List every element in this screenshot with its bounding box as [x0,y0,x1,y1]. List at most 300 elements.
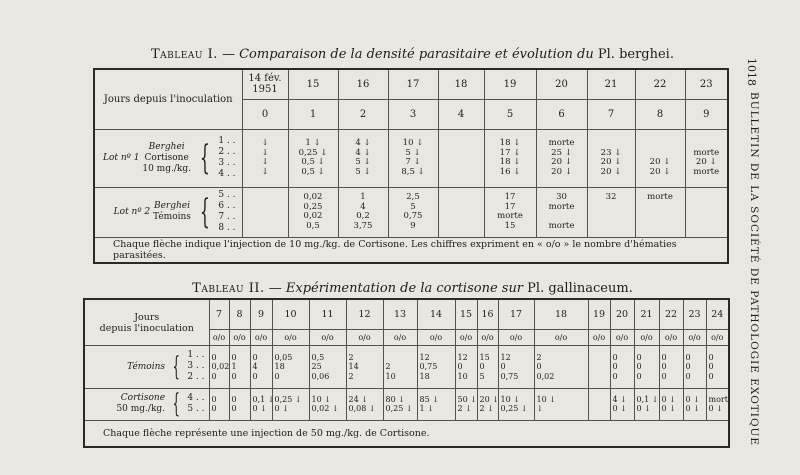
lot2-day-cell [536,187,587,237]
cell-value [439,168,484,178]
table2-row-header-line1: Jours [134,311,160,323]
table1-lot2-row [94,187,728,237]
cortisone-day-cell [383,388,417,420]
mouse-number: 3 . . [218,158,236,168]
lot1-day-cell [484,129,536,187]
cortisone-day-cell [229,388,250,420]
unit-cell: o/o [534,329,588,345]
unit-cell: o/o [309,329,346,345]
table2-day-header: 24 [706,299,729,329]
lot1-day-cell [388,129,438,187]
lot1-day-cell [536,129,587,187]
cell-value [588,222,635,232]
lot1-name: Lot nº 1 [102,152,140,163]
cell-value [636,222,685,232]
cell-value: 0 [612,352,618,362]
temoins-day-cell [659,346,683,389]
cell-value [591,362,610,372]
cell-value: 0 ↓ [661,404,676,414]
cell-value: 18 ↓ [499,157,521,167]
cell-value: 0,25 [303,201,323,212]
table2-day-header: 18 [534,299,588,329]
table1-day-header: 18 [438,69,484,99]
cell-value: 23 ↓ [600,147,622,158]
temoins-day-cell [683,346,706,389]
cell-value: 0 [479,362,485,372]
unit-cell: o/o [455,329,477,345]
cortisone-day-cell [477,388,498,420]
cell-value: 0 [536,362,542,372]
table1-day-header: 16 [338,69,388,99]
table2-day-header: 12 [346,299,383,329]
table1-day-index: 8 [635,99,685,129]
table2-day-header: 20 [610,299,634,329]
cell-value: ↓ [261,166,269,177]
table1-day-index: 3 [388,99,438,129]
cell-value: 0 [231,394,237,404]
brace: { [199,192,210,232]
lot2-day-cell [338,187,388,237]
table1-note-row [94,237,728,263]
cortisone-day-cell [417,388,455,420]
cell-value: ↓ [536,404,544,414]
cortisone-day-cell [455,388,477,420]
cell-value: 0,1 ↓ [636,394,659,404]
cell-value: 2 ↓ [457,404,472,414]
cell-value: 0 [500,362,506,372]
brace: { [172,389,180,420]
cell-value: 0 ↓ [661,394,676,404]
lot2-day-cell [635,187,685,237]
cell-value: 14 [348,362,359,372]
cell-value [439,222,484,232]
cell-value: 25 ↓ [551,147,572,158]
table2-label: Tableau II. [192,281,265,296]
mouse-number: 7 . . [218,212,236,222]
table2-day-header: 21 [634,299,659,329]
table1-day-header: 21 [587,69,635,99]
cell-value: 0 [231,352,237,362]
page-number: 1018 [745,58,758,86]
table1-day-index: 4 [438,99,484,129]
cell-value [686,222,728,232]
table2-day-header: 17 [498,299,534,329]
cell-value: 10 [457,371,468,381]
temoins-label [84,346,209,389]
cortisone-day-cell [309,388,346,420]
mouse-number: 5 . . [218,190,236,200]
cell-value: 5 ↓ [405,147,421,158]
mouse-number: 1 . . [218,136,236,146]
table2-row-header-line2: depuis l'inoculation [99,322,194,334]
table2-day-header: 8 [229,299,250,329]
cell-value: 0,5 ↓ [301,166,325,177]
table1-day-header: 22 [635,69,685,99]
bird-number: 1 . . [187,350,205,361]
table1-label: Tableau I. [151,47,218,62]
table1-species: berghei. [614,47,674,62]
cell-value: 8,5 ↓ [401,166,425,177]
unit-cell: o/o [634,329,659,345]
cell-value: 4 [252,362,258,372]
cell-value: 0 [685,371,691,381]
cell-value: ↓ [261,138,269,148]
table1-lot1-row [94,129,728,187]
cell-value: 1 ↓ [305,138,321,148]
table2-day-header: 23 [683,299,706,329]
lot2-day-cell [438,187,484,237]
lot1-species: Berghei [148,141,185,152]
cell-value: 0,06 [311,371,330,381]
table1-day-header: 23 [685,69,728,99]
cell-value: 2 [348,352,354,362]
cell-value: 4 ↓ [612,394,627,404]
lot1-treatment: Cortisone [144,152,189,163]
temoins-day-cell [498,346,534,389]
cell-value: 30 [556,192,567,202]
cell-value: 0,75 [500,371,519,381]
table2-day-header: 10 [272,299,309,329]
unit-cell: o/o [683,329,706,345]
table2-day-header: 9 [250,299,272,329]
lot2-day-cell [242,187,288,237]
temoins-day-cell [346,346,383,389]
cell-value: 5 ↓ [355,157,371,167]
cell-value: 0 ↓ [636,404,651,414]
temoins-day-cell [250,346,272,389]
cell-value: morte [693,147,720,158]
unit-cell: o/o [229,329,250,345]
cell-value: 0 [636,362,642,372]
cell-value: 50 ↓ [457,394,477,404]
cell-value: 25 [311,362,322,372]
table1-title [95,47,730,62]
table1-day-header: 19 [484,69,536,99]
title-dash: — [217,47,240,62]
cortisone-day-cell [498,388,534,420]
cell-value: 20 ↓ [649,166,671,177]
table2-genus: Pl. [527,281,545,296]
table2-note: Chaque flèche représente une injection de 50 mg./kg. de Cortisone. [84,421,729,447]
cell-value: 0 [612,362,618,372]
cell-value: 15 [479,352,490,362]
cell-value [386,353,417,363]
cell-value: 18 [274,362,285,372]
cell-value: 1 [360,192,366,202]
table2-day-header: 7 [209,299,229,329]
cell-value: 17 ↓ [499,147,521,158]
cell-value: 0,02 [536,371,555,381]
cell-value [591,353,610,363]
unit-cell: o/o [209,329,229,345]
temoins-day-cell [383,346,417,389]
table2-day-header: 22 [659,299,683,329]
lot1-day-cell [438,129,484,187]
lot1-dose: 10 mg./kg. [142,163,191,174]
cell-value: 0 ↓ [274,404,289,414]
cell-value: 1 ↓ [419,404,434,414]
cell-value: 3,75 [353,220,373,231]
unit-cell: o/o [610,329,634,345]
cell-value: 2 [385,362,391,372]
brace: { [199,138,210,178]
table1-caption: Comparaison de la densité parasitaire et évolution du [239,47,598,62]
cell-value: 2 [536,352,542,362]
cell-value: 0 [457,362,463,372]
table1-day-index: 2 [338,99,388,129]
running-head: BULLETIN DE LA SOCIÉTÉ DE PATHOLOGIE EXOTIQUE [748,92,760,447]
cell-value: 17 [504,192,516,202]
cell-value: 0 [636,371,642,381]
lot1-day-cell [685,129,728,187]
temoins-day-cell [272,346,309,389]
cortisone-name: Cortisone [120,393,166,404]
lot2-day-cell [484,187,536,237]
temoins-day-cell [588,346,610,389]
cell-value: morte [548,220,575,231]
unit-cell: o/o [588,329,610,345]
cell-value: 0 ↓ [612,404,627,414]
cell-value: 0 [231,404,237,414]
temoins-day-cell [610,346,634,389]
cell-value: 0 ↓ [685,404,700,414]
cell-value: 2 ↓ [479,404,494,414]
unit-cell: o/o [250,329,272,345]
cortisone-day-cell [209,388,229,420]
unit-cell: o/o [272,329,309,345]
cell-value: 0,5 ↓ [301,157,325,167]
cell-value: 20 ↓ [479,394,499,404]
table1-day-index: 6 [536,99,587,129]
cell-value: 5 [410,201,416,212]
cell-value: 0 [211,404,217,414]
unit-cell: o/o [706,329,729,345]
cell-value [243,222,288,232]
cell-value: 0,02 [303,192,323,202]
cell-value: 0 ↓ [252,404,267,414]
temoins-day-cell [706,346,729,389]
cell-value: 9 [410,220,416,231]
cell-value: 4 ↓ [355,147,371,158]
cell-value: 10 ↓ [311,394,331,404]
cell-value: 12 [457,352,468,362]
cell-value: 0 [231,371,237,381]
cell-value: 0 [685,362,691,372]
lot1-label [94,129,242,187]
table1-days-row [94,69,728,99]
cell-value: 0,5 [311,352,325,362]
cell-value: morte [548,138,575,148]
table1-note: Chaque flèche indique l'injection de 10 mg./kg. de Cortisone. Les chiffres expriment en « o/o » le nombre d'hématies parasitées. [94,237,728,263]
table2-day-header: 19 [588,299,610,329]
table2-temoins-row [84,346,729,389]
cell-value: 4 [360,201,366,212]
table2-day-header: 14 [417,299,455,329]
bird-number: 5 . . [187,404,205,415]
cell-value: mort [708,394,728,404]
cell-value: 0 ↓ [685,394,700,404]
table1-day-index: 7 [587,99,635,129]
cell-value: 0,02 ↓ [311,404,339,414]
table1-day-index: 0 [242,99,288,129]
cell-value: 4 ↓ [355,138,371,148]
cell-value: 0 [252,371,258,381]
cell-value: 10 ↓ [500,394,520,404]
cell-value: morte [548,201,575,212]
bird-number: 2 . . [187,372,205,383]
cell-value: 0 [211,352,217,362]
unit-cell: o/o [417,329,455,345]
lot2-day-cell [685,187,728,237]
cell-value: 0,75 [419,362,438,372]
table1-day-index: 5 [484,99,536,129]
cell-value: morte [647,192,673,202]
cell-value: 0 [636,352,642,362]
temoins-day-cell [309,346,346,389]
table2-day-header: 16 [477,299,498,329]
cell-value: 0,75 [403,211,423,221]
cell-value: 0 [708,352,714,362]
cortisone-dose: 50 mg./kg. [116,404,166,415]
cell-value: 0 [252,352,258,362]
cell-value: ↓ [261,147,269,158]
cell-value: 0 [685,352,691,362]
lot2-day-cell [388,187,438,237]
table2-row-header [84,299,209,346]
cell-value: 0,2 [356,211,370,221]
cortisone-day-cell [610,388,634,420]
cell-value: 80 ↓ [385,394,405,404]
cell-value: 10 ↓ [402,138,424,148]
lot2-name: Lot nº 2 [113,206,151,217]
table2-species: gallinaceum. [544,281,633,296]
cell-value: 2 [348,371,354,381]
table1-day-header: 15 [288,69,338,99]
cell-value: 0 [612,371,618,381]
temoins-day-cell [417,346,455,389]
cell-value: 0 [211,394,217,404]
cortisone-day-cell [659,388,683,420]
cell-value: 10 ↓ [536,394,556,404]
mouse-number: 8 . . [218,223,236,233]
lot1-day-cell [635,129,685,187]
cell-value: 0,5 [306,220,320,231]
cell-value: 0 [661,362,667,372]
cell-value: morte [497,211,523,221]
brace: { [172,351,180,382]
cortisone-day-cell [634,388,659,420]
cell-value: 20 ↓ [649,157,671,167]
temoins-day-cell [634,346,659,389]
temoins-day-cell [534,346,588,389]
cell-value: 0 [274,371,280,381]
cell-value: 16 ↓ [499,166,521,177]
cell-value: 20 ↓ [551,166,572,177]
lot2-treatment: Témoins [153,212,191,222]
cortisone-day-cell [588,388,610,420]
cell-value: 0 [661,371,667,381]
cortisone-day-cell [272,388,309,420]
lot1-day-cell [242,129,288,187]
bird-number: 4 . . [187,393,205,404]
mouse-number: 6 . . [218,201,236,211]
temoins-day-cell [229,346,250,389]
title-dash: — [264,281,286,296]
cell-value: 20 ↓ [600,157,622,167]
table1-day-header: 20 [536,69,587,99]
temoins-name: Témoins [127,362,166,373]
cell-value: 0,05 [274,352,293,362]
cell-value: 0,02 [303,211,323,221]
cell-value: 12 [500,352,511,362]
unit-cell: o/o [383,329,417,345]
table1-day-header: 14 fév. 1951 [242,69,288,99]
cell-value: morte [693,166,720,177]
cortisone-day-cell [250,388,275,420]
cell-value: 0,25 ↓ [298,147,328,158]
cell-value: 20 ↓ [695,157,717,167]
lot1-day-cell [288,129,338,187]
cell-value: 0 [211,371,217,381]
cortisone-day-cell [706,388,729,420]
cell-value: 2,5 [406,192,420,202]
lot2-day-cell [288,187,338,237]
table2-title [95,281,730,296]
lot2-day-cell [587,187,635,237]
cell-value: 12 [419,352,430,362]
lot1-day-cell [338,129,388,187]
cell-value: 85 ↓ [419,394,439,404]
cell-value: 24 ↓ [348,394,368,404]
cell-value: 0,25 ↓ [385,404,413,414]
temoins-day-cell [477,346,498,389]
table1-day-header: 17 [388,69,438,99]
cell-value: 0,02 [211,362,230,372]
cell-value: 20 ↓ [551,157,572,167]
lot2-label [94,187,242,237]
cell-value: 0 [661,352,667,362]
cell-value: 0 ↓ [708,404,723,414]
cell-value: 17 [504,201,516,212]
table1-day-index: 9 [685,99,728,129]
table2-note-row [84,421,729,447]
unit-cell: o/o [477,329,498,345]
table2-day-header: 11 [309,299,346,329]
cell-value: 20 ↓ [600,166,622,177]
unit-cell: o/o [498,329,534,345]
cell-value: 5 ↓ [355,166,371,177]
unit-cell: o/o [659,329,683,345]
cortisone-day-cell [683,388,706,420]
cell-value: 5 [479,371,485,381]
cell-value: 7 ↓ [405,157,421,167]
table2-day-header: 13 [383,299,417,329]
table2-days-row [84,299,729,329]
cell-value [591,395,610,405]
cell-value: 10 [385,371,396,381]
cell-value [591,372,610,382]
cell-value: 0,08 ↓ [348,404,376,414]
cell-value: 0 [708,371,714,381]
cell-value: 0 [708,362,714,372]
table1-row-header: Jours depuis l'inoculation [94,69,242,129]
cell-value: 0,1 ↓ [252,394,275,404]
table1-genus: Pl. [597,47,615,62]
lot1-day-cell [587,129,635,187]
cell-value: 18 [419,371,430,381]
mouse-number: 2 . . [218,147,236,157]
mouse-number: 4 . . [218,169,236,179]
